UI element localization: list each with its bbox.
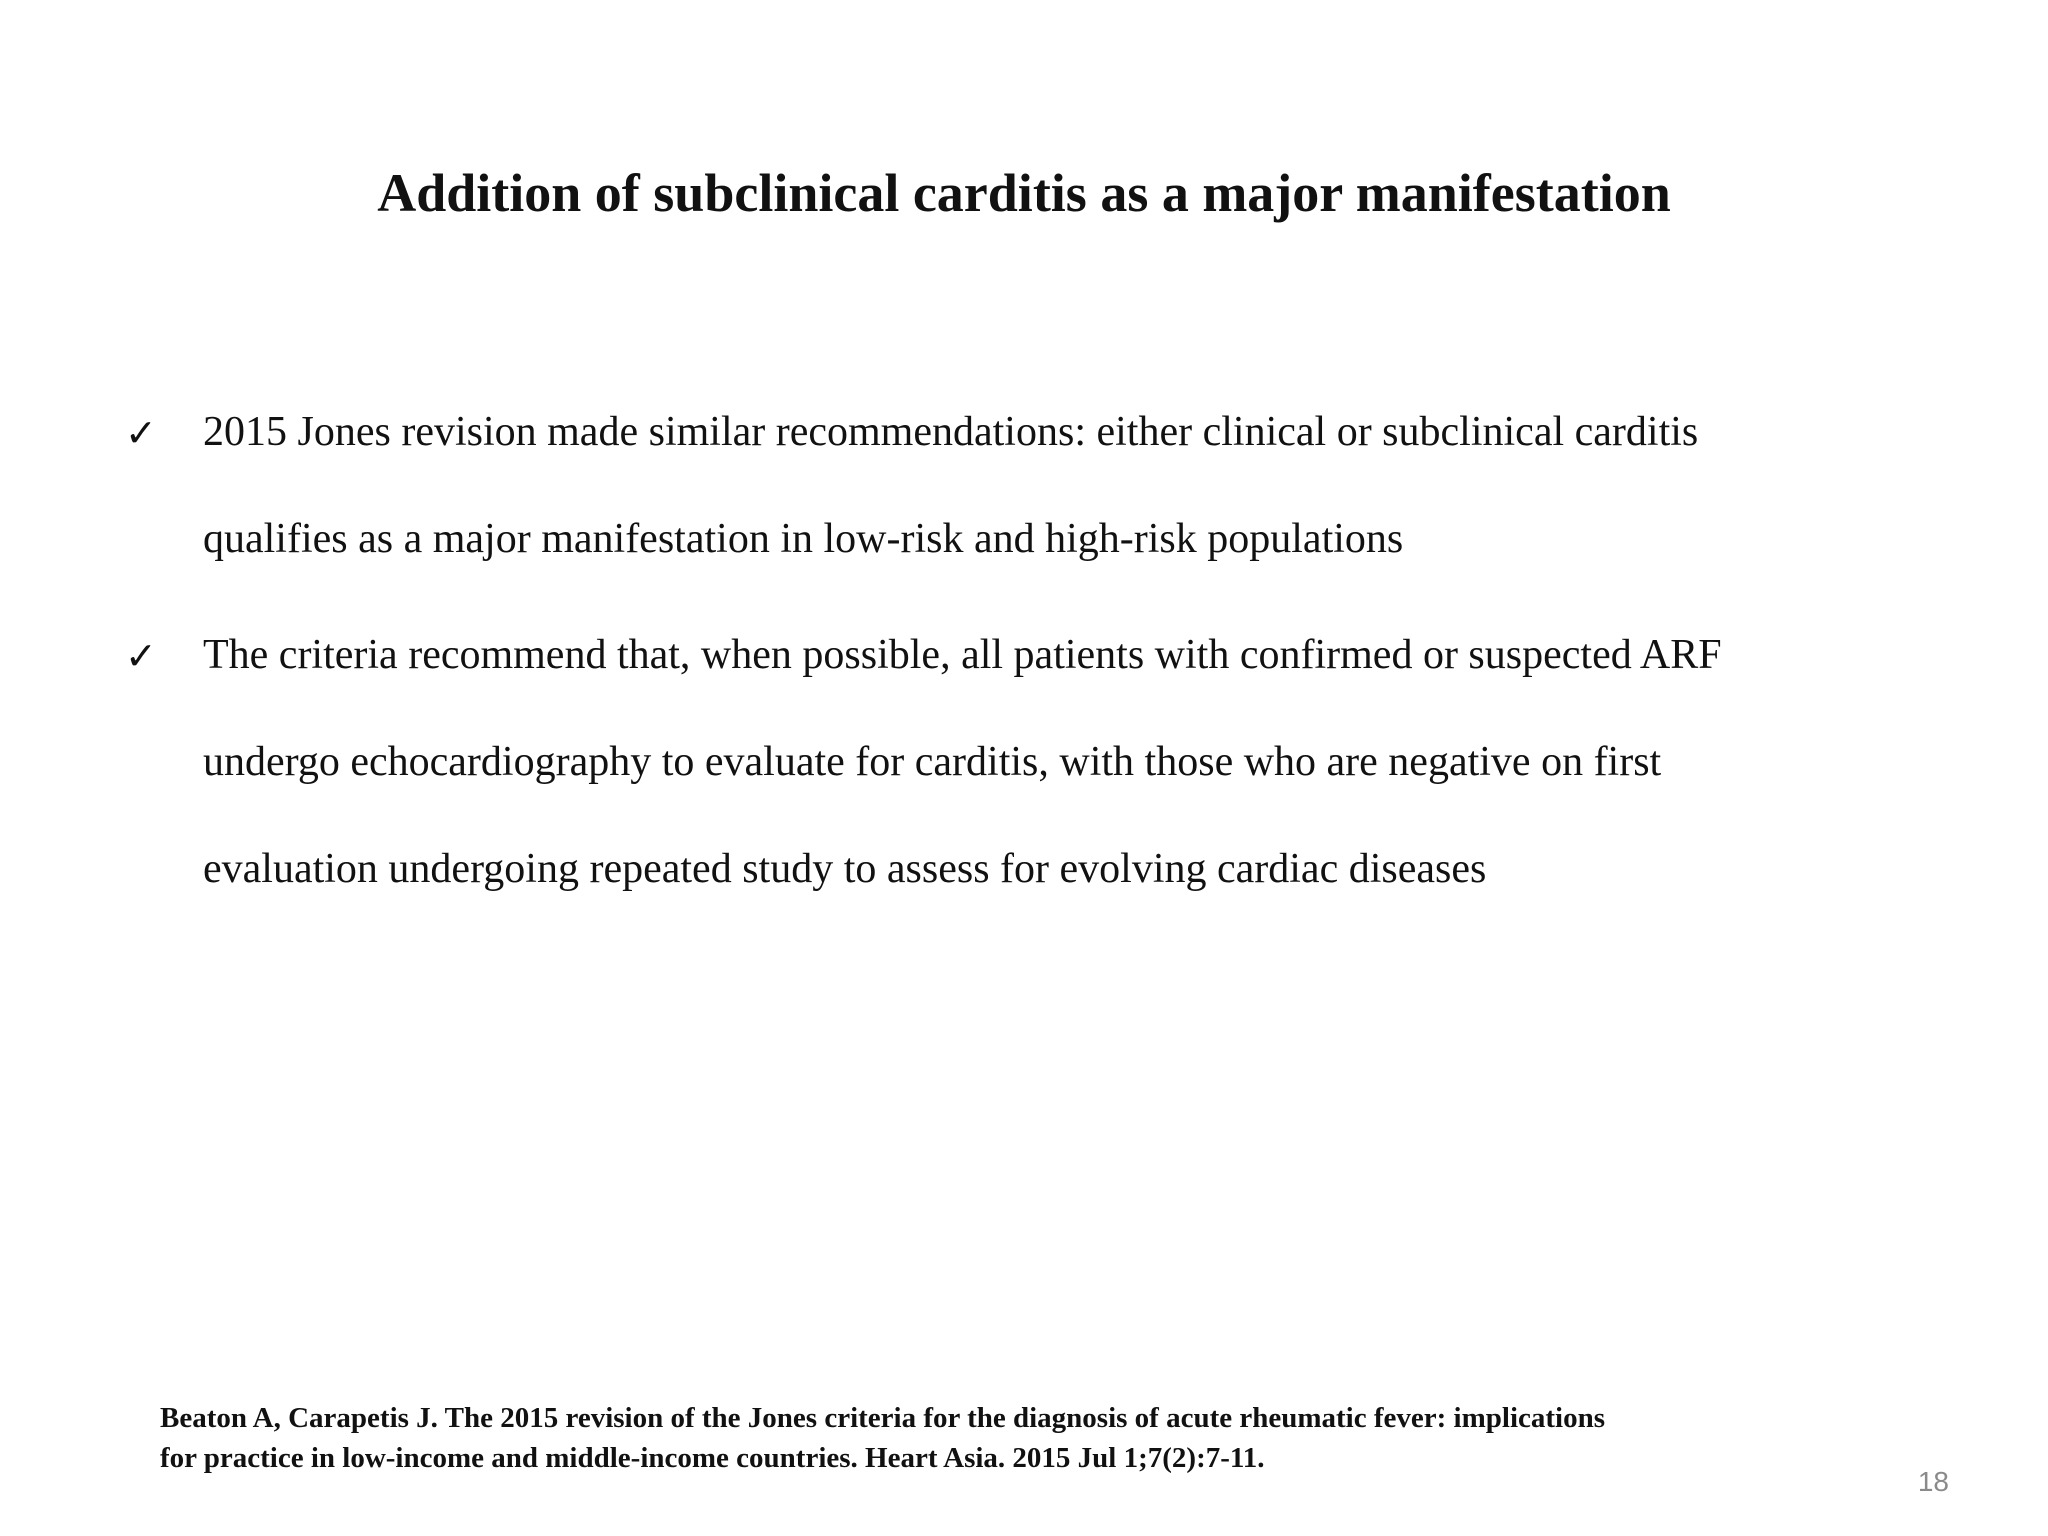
slide-page-number: 18: [1917, 1466, 1949, 1497]
reference-citation: [160, 1398, 1920, 1478]
slide-title: Addition of subclinical carditis as a major manifestation: [377, 163, 1671, 223]
bullet-line: 2015 Jones revision made similar recommendations: either clinical or subclinical carditis: [203, 409, 1699, 455]
bullet-line: evaluation undergoing repeated study to assess for evolving cardiac diseases: [203, 846, 1487, 892]
bullet-text: [203, 602, 1913, 923]
bullet-text: [203, 379, 1913, 593]
bullet-line: qualifies as a major manifestation in low-risk and high-risk populations: [203, 516, 1404, 562]
citation-line: Beaton A, Carapetis J. The 2015 revision of the Jones criteria for the diagnosis of acute rheumatic fever: implications: [160, 1402, 1606, 1434]
citation-line: for practice in low-income and middle-income countries. Heart Asia. 2015 Jul 1;7(2):7-11.: [160, 1442, 1265, 1474]
checkmark-icon: ✓: [125, 411, 157, 455]
checkmark-icon: ✓: [125, 634, 157, 678]
bullet-line: The criteria recommend that, when possible, all patients with confirmed or suspected ARF: [203, 632, 1722, 678]
bullet-line: undergo echocardiography to evaluate for carditis, with those who are negative on first: [203, 739, 1662, 785]
